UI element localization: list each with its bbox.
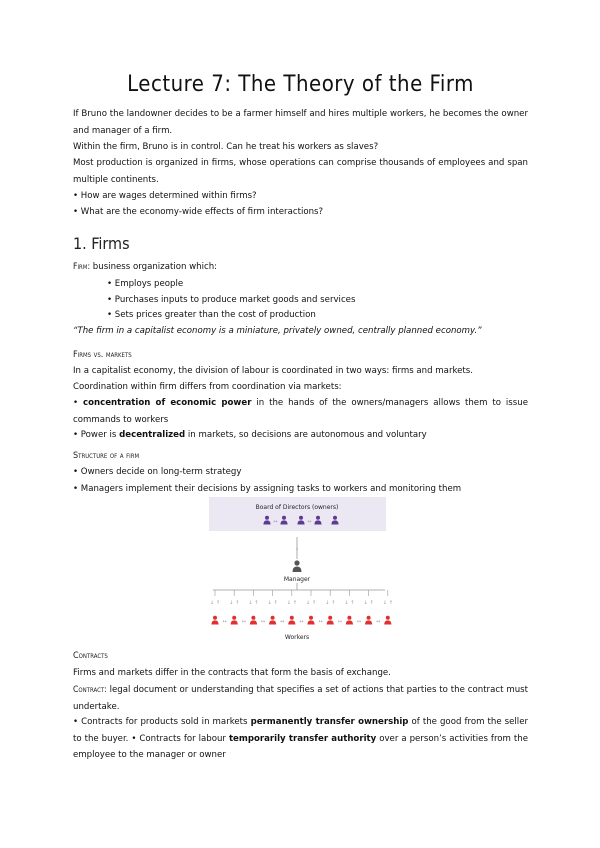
fvm-b2-bold: decentralized: [119, 430, 186, 440]
heading-contracts: Contracts: [73, 651, 108, 661]
double-arrow-icon: ↔: [318, 619, 323, 625]
worker-icon: [346, 616, 353, 625]
up-arrow-icon: ↑: [273, 600, 278, 606]
contract-def-text: legal document or understanding that specifies a set of actions that parties to the contract must undertake.: [73, 685, 528, 712]
down-arrow-icon: ↓: [344, 600, 349, 606]
worker-icon: [384, 616, 391, 625]
intro-paragraph-3: Most production is organized in firms, whose operations can comprise thousands of employees and span multiple continents.: [73, 158, 528, 185]
intro-bullet-1: • How are wages determined within firms?: [73, 191, 257, 201]
double-arrow-icon: ↔: [299, 619, 304, 625]
up-arrow-icon: ↑: [254, 600, 259, 606]
structure-bullet-2: • Managers implement their decisions by assigning tasks to workers and monitoring them: [73, 484, 462, 494]
down-arrow-icon: ↓: [229, 600, 234, 606]
firm-quote-wrap: [73, 323, 528, 340]
double-arrow-icon: ↔: [376, 619, 381, 625]
fvm-b2-pre: • Power is: [73, 430, 120, 440]
down-arrow-icon: ↓: [286, 600, 291, 606]
worker-icon: [327, 616, 334, 625]
double-arrow-icon: ↔: [307, 519, 312, 525]
fvm-paragraph-2: Coordination within firm differs from coordination via markets:: [73, 382, 342, 392]
firm-def-text: business organization which:: [92, 262, 218, 272]
manager-label: Manager: [283, 576, 311, 583]
worker-icon: [231, 616, 238, 625]
down-arrow-icon: ↓: [267, 600, 272, 606]
double-arrow-icon: ↔: [337, 619, 342, 625]
double-arrow-icon: ↔: [260, 619, 266, 625]
contracts-b-bold2: temporarily transfer authority: [228, 733, 377, 744]
contracts-b-pre: • Contracts for products sold in markets: [73, 717, 251, 727]
contract-definition: [73, 682, 528, 715]
worker-icon: [365, 616, 372, 625]
double-arrow-icon: ↔: [273, 519, 278, 525]
double-arrow-icon: ↔: [241, 619, 246, 625]
double-arrow-icon: ↔: [222, 619, 227, 625]
intro-paragraph-2: Within the firm, Bruno is in control. Can he treat his workers as slaves?: [73, 142, 379, 152]
fvm-bullet-2: [73, 427, 528, 444]
firm-definition: [73, 259, 528, 276]
contract-term: Contract:: [73, 685, 107, 695]
double-arrow-icon: ↔: [356, 619, 362, 625]
fvm-b2-post: in markets, so decisions are autonomous and voluntary: [185, 430, 427, 440]
up-arrow-icon: ↑: [369, 600, 374, 606]
workers-label: Workers: [284, 634, 310, 641]
intro-paragraph-1: If Bruno the landowner decides to be a farmer himself and hires multiple workers, he becomes the owner and manager of a firm.: [73, 109, 528, 136]
down-arrow-icon: ↓: [209, 600, 215, 606]
heading-firms-vs-markets: Firms vs. markets: [73, 350, 132, 360]
worker-icon: [288, 616, 295, 625]
board-label: Board of Directors (owners): [255, 504, 339, 511]
down-arrow-icon: ↓: [305, 600, 311, 606]
firm-structure-diagram: [209, 497, 461, 645]
up-arrow-icon: ↑: [215, 600, 221, 606]
down-arrow-icon: ↓: [325, 600, 330, 606]
fvm-b1-pre: •: [73, 398, 83, 408]
up-arrow-icon: ↑: [235, 600, 240, 606]
firm-quote: “The firm in a capitalist economy is a miniature, privately owned, centrally planned economy.”: [73, 326, 482, 336]
contracts-paragraph-1: Firms and markets differ in the contracts that form the basis of exchange.: [73, 668, 391, 678]
up-arrow-icon: ↑: [292, 600, 297, 606]
worker-icon: [269, 616, 276, 625]
double-arrow-icon: ↔: [280, 619, 285, 625]
contracts-b-bold1: permanently transfer ownership: [250, 717, 409, 727]
contracts-bullets: [73, 714, 528, 764]
down-arrow-icon: ↓: [248, 600, 253, 606]
up-arrow-icon: ↑: [388, 600, 393, 606]
structure-bullet-1: • Owners decide on long-term strategy: [73, 467, 242, 477]
up-arrow-icon: ↑: [350, 600, 355, 606]
intro-bullet-2: • What are the economy-wide effects of firm interactions?: [73, 207, 324, 217]
manager-icon: [293, 560, 302, 572]
up-arrow-icon: ↑: [331, 600, 336, 606]
fvm-b1-bold: concentration of economic power: [82, 398, 252, 408]
up-arrow-icon: ↑: [311, 600, 317, 606]
page-title: Lecture 7: The Theory of the Firm: [127, 72, 474, 97]
worker-icon: [211, 616, 218, 625]
fvm-b1-post: in the hands of the owners/managers allows them to issue commands to workers: [73, 398, 528, 425]
heading-structure: Structure of a firm: [73, 451, 140, 461]
firm-term: Firm:: [73, 262, 91, 272]
worker-group: [210, 590, 393, 625]
contracts-b-post: over a person’s activities from the employee to the manager or owner: [73, 733, 528, 760]
worker-icon: [250, 616, 257, 625]
board-box: [209, 497, 386, 531]
down-arrow-icon: ↓: [382, 600, 387, 606]
contracts-b-mid: of the good from the seller to the buyer. • Contracts for labour: [73, 717, 529, 744]
firm-item-1: • Employs people: [107, 279, 184, 289]
down-arrow-icon: ↓: [363, 600, 368, 606]
worker-icon: [307, 616, 314, 625]
firm-item-3: • Sets prices greater than the cost of production: [107, 310, 316, 320]
down-arrow-icon: ↓: [294, 546, 300, 552]
fvm-paragraph-1: In a capitalist economy, the division of labour is coordinated in two ways: firms and markets.: [73, 366, 474, 376]
section-heading-firms: 1. Firms: [73, 234, 130, 253]
firm-item-2: • Purchases inputs to produce market goods and services: [107, 295, 356, 305]
fvm-bullet-1: [73, 395, 528, 428]
